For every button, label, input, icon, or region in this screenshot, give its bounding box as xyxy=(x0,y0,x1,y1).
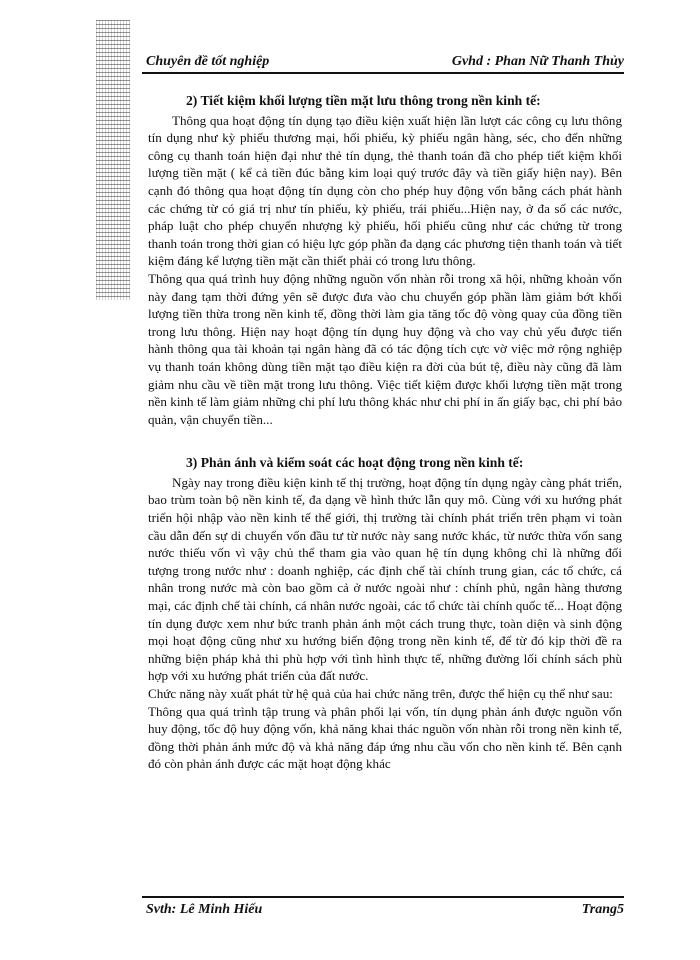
section-3-paragraph-1: Ngày nay trong điều kiện kinh tế thị trường, hoạt động tín dụng ngày càng phát triển, bao trùm toàn bộ nền kinh tế, đa dạng về hình thức lẫn quy mô. Cùng với xu hướng phát triển hội nhập vào nền kinh tế thế giới, thị trường tài chính phát triển trên phạm vi toàn cầu dẫn đến sự di chuyển vốn đầu tư từ nước này sang nước khác, từ nước thừa vốn sang nước thiếu vốn vì vậy chủ thể tham gia vào quan hệ tín dụng không chỉ là những đối tượng trong nước như : doanh nghiệp, các định chế tài chính trung gian, các tổ chức, cá nhân trong nước mà còn bao gồm cả ở nước ngoài như : chính phủ, ngân hàng thương mại, các định chế tài chính, cá nhân nước ngoài, các tổ chức tài chính quốc tế... Hoạt động tín dụng được xem như bức tranh phản ánh một cách trung thực, toàn diện và sinh động mọi hoạt động cũng như xu hướng biến động trong nền kinh tế, để từ đó kịp thời đề ra những biện pháp khả thi phù hợp với tình hình thực tế, những đường lối chính sách phù hợp với xu hướng phát triển của đất nước. xyxy=(148,474,622,684)
section-3-paragraph-3: Thông qua quá trình tập trung và phân phối lại vốn, tín dụng phản ánh được nguồn vốn huy động, tốc độ huy động vốn, khả năng khai thác nguồn vốn nhàn rỗi trong nền kinh tế, đồng thời phản ánh mức độ và khả năng đáp ứng nhu cầu vốn cho nền kinh tế. Bên cạnh đó còn phản ánh được các mặt hoạt động khác xyxy=(148,703,622,772)
section-2-heading: 2) Tiết kiệm khối lượng tiền mặt lưu thông trong nền kinh tế: xyxy=(186,93,541,108)
section-3-heading: 3) Phản ánh và kiểm soát các hoạt động trong nền kinh tế: xyxy=(186,455,524,471)
section-2-paragraph-2: Thông qua quá trình huy động những nguồn vốn nhàn rỗi trong xã hội, những khoản vốn này đang tạm thời đứng yên sẽ được đưa vào chu chuyển góp phần làm giảm bớt khối lượng tiền thừa trong nền kinh tế, đồng thời làm gia tăng tốc độ vòng quay của đồng tiền trong lưu thông. Hiện nay hoạt động tín dụng huy động và cho vay chủ yếu được tiến hành thông qua tài khoản tại ngân hàng đã có tác động tích cực vờ việc mở rộng nghiệp vụ thanh toán không dùng tiền mặt tạo điều kiện ra đời của bút tệ, điều này cũng đã làm giảm nhu cầu về tiền mặt trong lưu thông. Việc tiết kiệm được khối lượng tiền mặt trong nền kinh tế làm giảm những chi phí lưu thông khác như chi phí in ấn giấy bạc, chi phí bảo quản, vận chuyển tiền... xyxy=(148,270,622,427)
section-spacer xyxy=(148,428,622,454)
scan-binding-edge xyxy=(96,20,130,300)
section-3-paragraph-2: Chức năng này xuất phát từ hệ quả của hai chức năng trên, được thể hiện cụ thể như sau: xyxy=(148,686,613,701)
section-2-paragraph-1: Thông qua hoạt động tín dụng tạo điều kiện xuất hiện lần lượt các công cụ lưu thông tín dụng như kỳ phiếu thương mại, hối phiếu, kỳ phiếu ngân hàng, séc, cho đến những công cụ thanh toán hiện đại như thẻ tín dụng, thẻ thanh toán đã cho phép tiết kiệm khối lượng tiền mặt ( kể cả tiền đúc bằng kim loại quý trước đây và tiền giấy hiện nay). Bên cạnh đó thông qua hoạt động tín dụng còn cho phép huy động vốn bằng cách phát hành các chứng từ có giá trị như tín phiếu, kỳ phiếu, trái phiếu...Hiện nay, ở đa số các nước, pháp luật cho phép chuyển nhượng kỳ phiếu, hối phiếu cũng như các chứng từ trong thanh toán trong thời gian có hiệu lực góp phần đa dạng các phương tiện thanh toán và tiết kiệm đáng kể lượng tiền mặt cần thiết phải có trong lưu thông. xyxy=(148,112,622,269)
header-advisor: Gvhd : Phan Nữ Thanh Thủy xyxy=(451,54,624,69)
header-title: Chuyên đề tốt nghiệp xyxy=(146,54,270,69)
page-footer xyxy=(142,896,624,924)
page-number: Trang5 xyxy=(581,902,624,917)
footer-author: Svth: Lê Minh Hiếu xyxy=(146,902,263,917)
document-body xyxy=(148,92,622,773)
page-header xyxy=(142,50,624,74)
